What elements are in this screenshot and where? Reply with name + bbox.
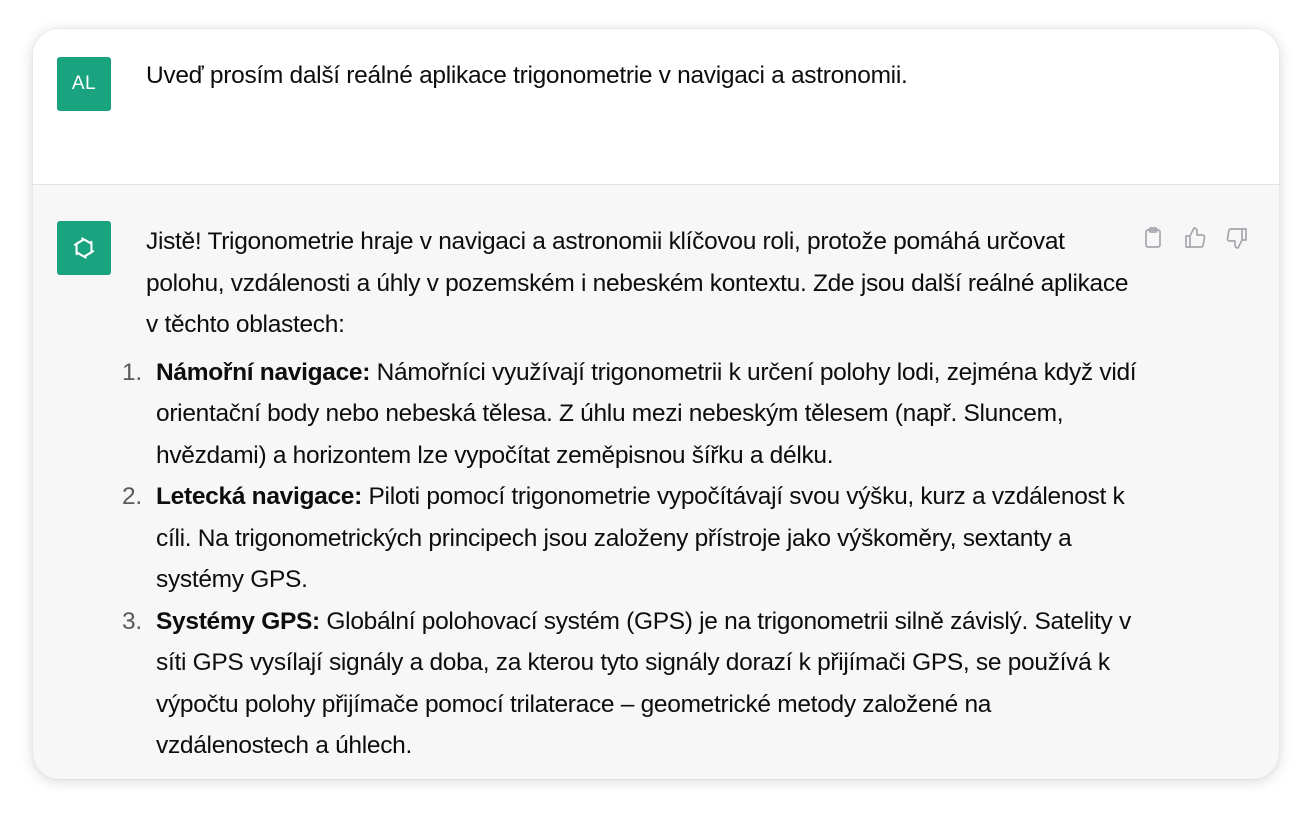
list-item [122,601,1146,767]
list-item-text: Piloti pomocí trigonometrie vypočítávají svou výšku, kurz a vzdálenost k cíli. Na trigonometrických principech jsou založeny přístroje jako výškoměry, sextanty a systémy GPS. [156,483,1125,593]
openai-logo-icon [68,232,100,264]
list-item-title: Námořní navigace: [156,358,371,386]
list-item-number: 3. [122,607,142,635]
thumbs-up-icon [1183,226,1207,250]
list-item [122,352,1146,477]
clipboard-icon [1141,226,1165,250]
assistant-message-row [33,185,1279,779]
user-message-row [33,29,1279,185]
list-item-number: 2. [122,483,142,510]
list-item [122,476,1146,601]
list-item-text: Námořníci využívají trigonometrii k určení polohy lodi, zejména když vidí orientační body nebo nebeská tělesa. Z úhlu mezi nebeským tělesem (např. Sluncem, hvězdami) a horizontem lze vypočítat zeměpisnou šířku a délku. [156,358,1137,469]
list-item-number: 1. [122,358,142,386]
user-avatar [57,57,111,111]
assistant-message [122,221,1146,767]
thumbs-up-button[interactable] [1183,225,1207,251]
user-message-text: Uveď prosím další reálné aplikace trigonometrie v navigaci a astronomii. [146,62,908,89]
assistant-avatar [57,221,111,275]
assistant-intro: Jistě! Trigonometrie hraje v navigaci a astronomii klíčovou roli, protože pomáhá určovat polohu, vzdálenosti a úhly v pozemském i nebeském kontextu. Zde jsou další reálné aplikace v těchto oblastech: [146,228,1129,338]
list-item-title: Letecká navigace: [156,483,362,510]
list-item-title: Systémy GPS: [156,607,320,635]
thumbs-down-icon [1225,226,1249,250]
applications-list [122,352,1146,767]
chat-window [33,29,1279,779]
message-actions [1141,225,1249,251]
list-item-text: Globální polohovací systém (GPS) je na trigonometrii silně závislý. Satelity v síti GPS vysílají signály a doba, za kterou tyto signály dorazí k přijímači GPS, se používá k výpočtu polohy přijímače pomocí trilaterace – geometrické metody založené na vzdálenostech a úhlech. [156,607,1131,759]
thumbs-down-button[interactable] [1225,225,1249,251]
copy-button[interactable] [1141,225,1165,251]
user-avatar-initials: AL [71,73,97,94]
